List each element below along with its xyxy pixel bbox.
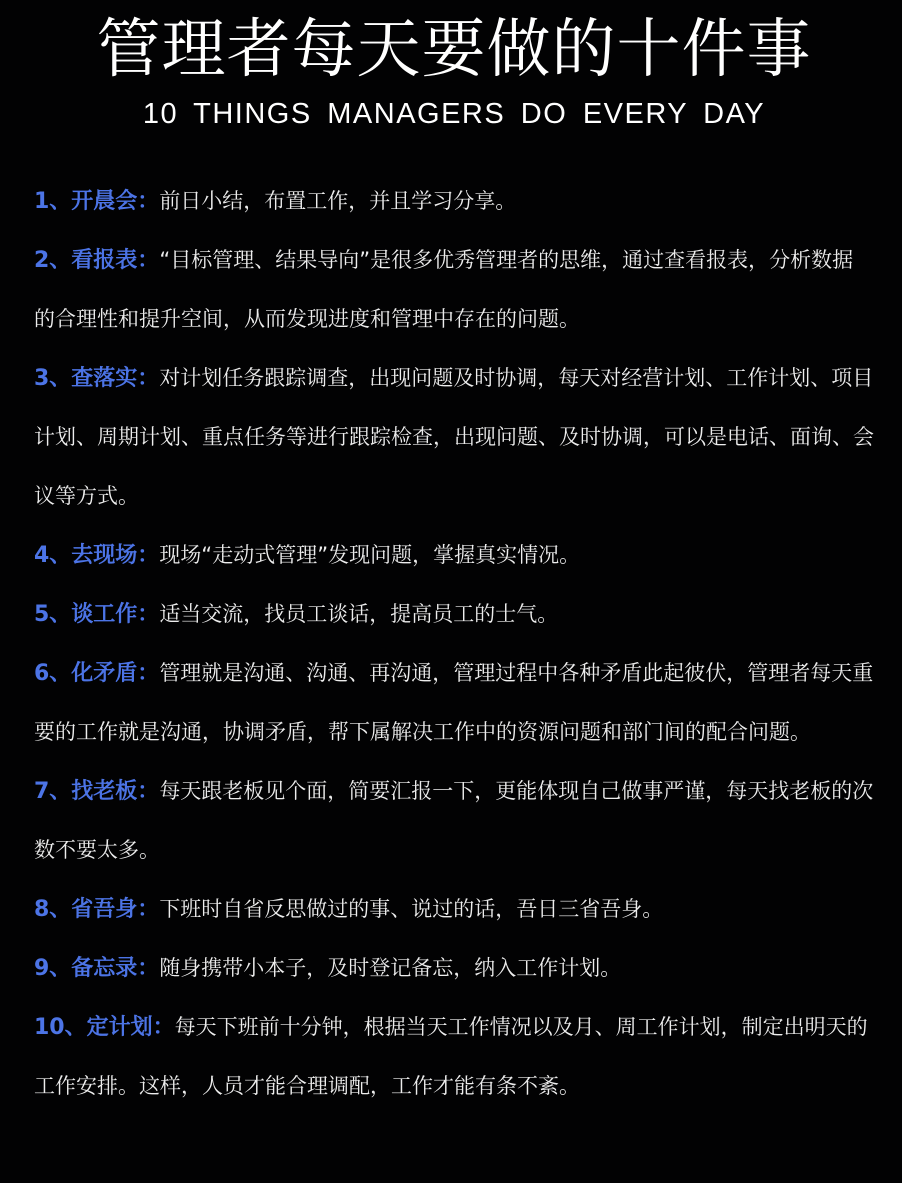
item-label: 10、定计划： bbox=[34, 1015, 175, 1040]
item-description: 现场“走动式管理”发现问题，掌握真实情况。 bbox=[159, 543, 581, 567]
item-description: 每天下班前十分钟，根据当天工作情况以及月、周工作计划，制定出明天的工作安排。这样，人员才能合理调配，工作才能有条不紊。 bbox=[34, 1015, 868, 1098]
list-item-3 bbox=[34, 349, 874, 526]
item-description: 适当交流，找员工谈话，提高员工的士气。 bbox=[159, 602, 559, 626]
item-label: 6、化矛盾： bbox=[34, 661, 160, 686]
item-description: 下班时自省反思做过的事、说过的话，吾日三省吾身。 bbox=[159, 897, 664, 921]
item-label: 9、备忘录： bbox=[34, 956, 160, 981]
item-list bbox=[34, 172, 874, 1116]
list-item-7 bbox=[34, 762, 874, 880]
list-item-4 bbox=[34, 526, 874, 585]
list-item-6 bbox=[34, 644, 874, 762]
item-description: 前日小结，布置工作，并且学习分享。 bbox=[159, 189, 517, 213]
item-label: 3、查落实： bbox=[34, 366, 160, 391]
list-item-2 bbox=[34, 231, 874, 349]
list-item-8 bbox=[34, 880, 874, 939]
item-label: 5、谈工作： bbox=[34, 602, 160, 627]
item-label: 8、省吾身： bbox=[34, 897, 160, 922]
item-description: 每天跟老板见个面，简要汇报一下，更能体现自己做事严谨，每天找老板的次数不要太多。 bbox=[34, 779, 874, 862]
list-item-1 bbox=[34, 172, 874, 231]
item-description: 对计划任务跟踪调查，出现问题及时协调，每天对经营计划、工作计划、项目计划、周期计划、重点任务等进行跟踪检查，出现问题、及时协调，可以是电话、面询、会议等方式。 bbox=[34, 366, 874, 508]
item-description: 管理就是沟通、沟通、再沟通，管理过程中各种矛盾此起彼伏，管理者每天重要的工作就是沟通，协调矛盾，帮下属解决工作中的资源问题和部门间的配合问题。 bbox=[34, 661, 874, 744]
item-description: “目标管理、结果导向”是很多优秀管理者的思维，通过查看报表，分析数据的合理性和提升空间，从而发现进度和管理中存在的问题。 bbox=[34, 248, 854, 331]
item-label: 4、去现场： bbox=[34, 543, 160, 568]
list-item-5 bbox=[34, 585, 874, 644]
item-label: 1、开晨会： bbox=[34, 189, 160, 214]
list-item-9 bbox=[34, 939, 874, 998]
list-item-10 bbox=[34, 998, 874, 1116]
item-label: 2、看报表： bbox=[34, 248, 160, 273]
item-description: 随身携带小本子，及时登记备忘，纳入工作计划。 bbox=[159, 956, 622, 980]
page-subtitle: 10 THINGS MANAGERS DO EVERY DAY bbox=[142, 98, 766, 130]
page-title: 管理者每天要做的十件事 bbox=[96, 13, 812, 87]
item-label: 7、找老板： bbox=[34, 779, 160, 804]
